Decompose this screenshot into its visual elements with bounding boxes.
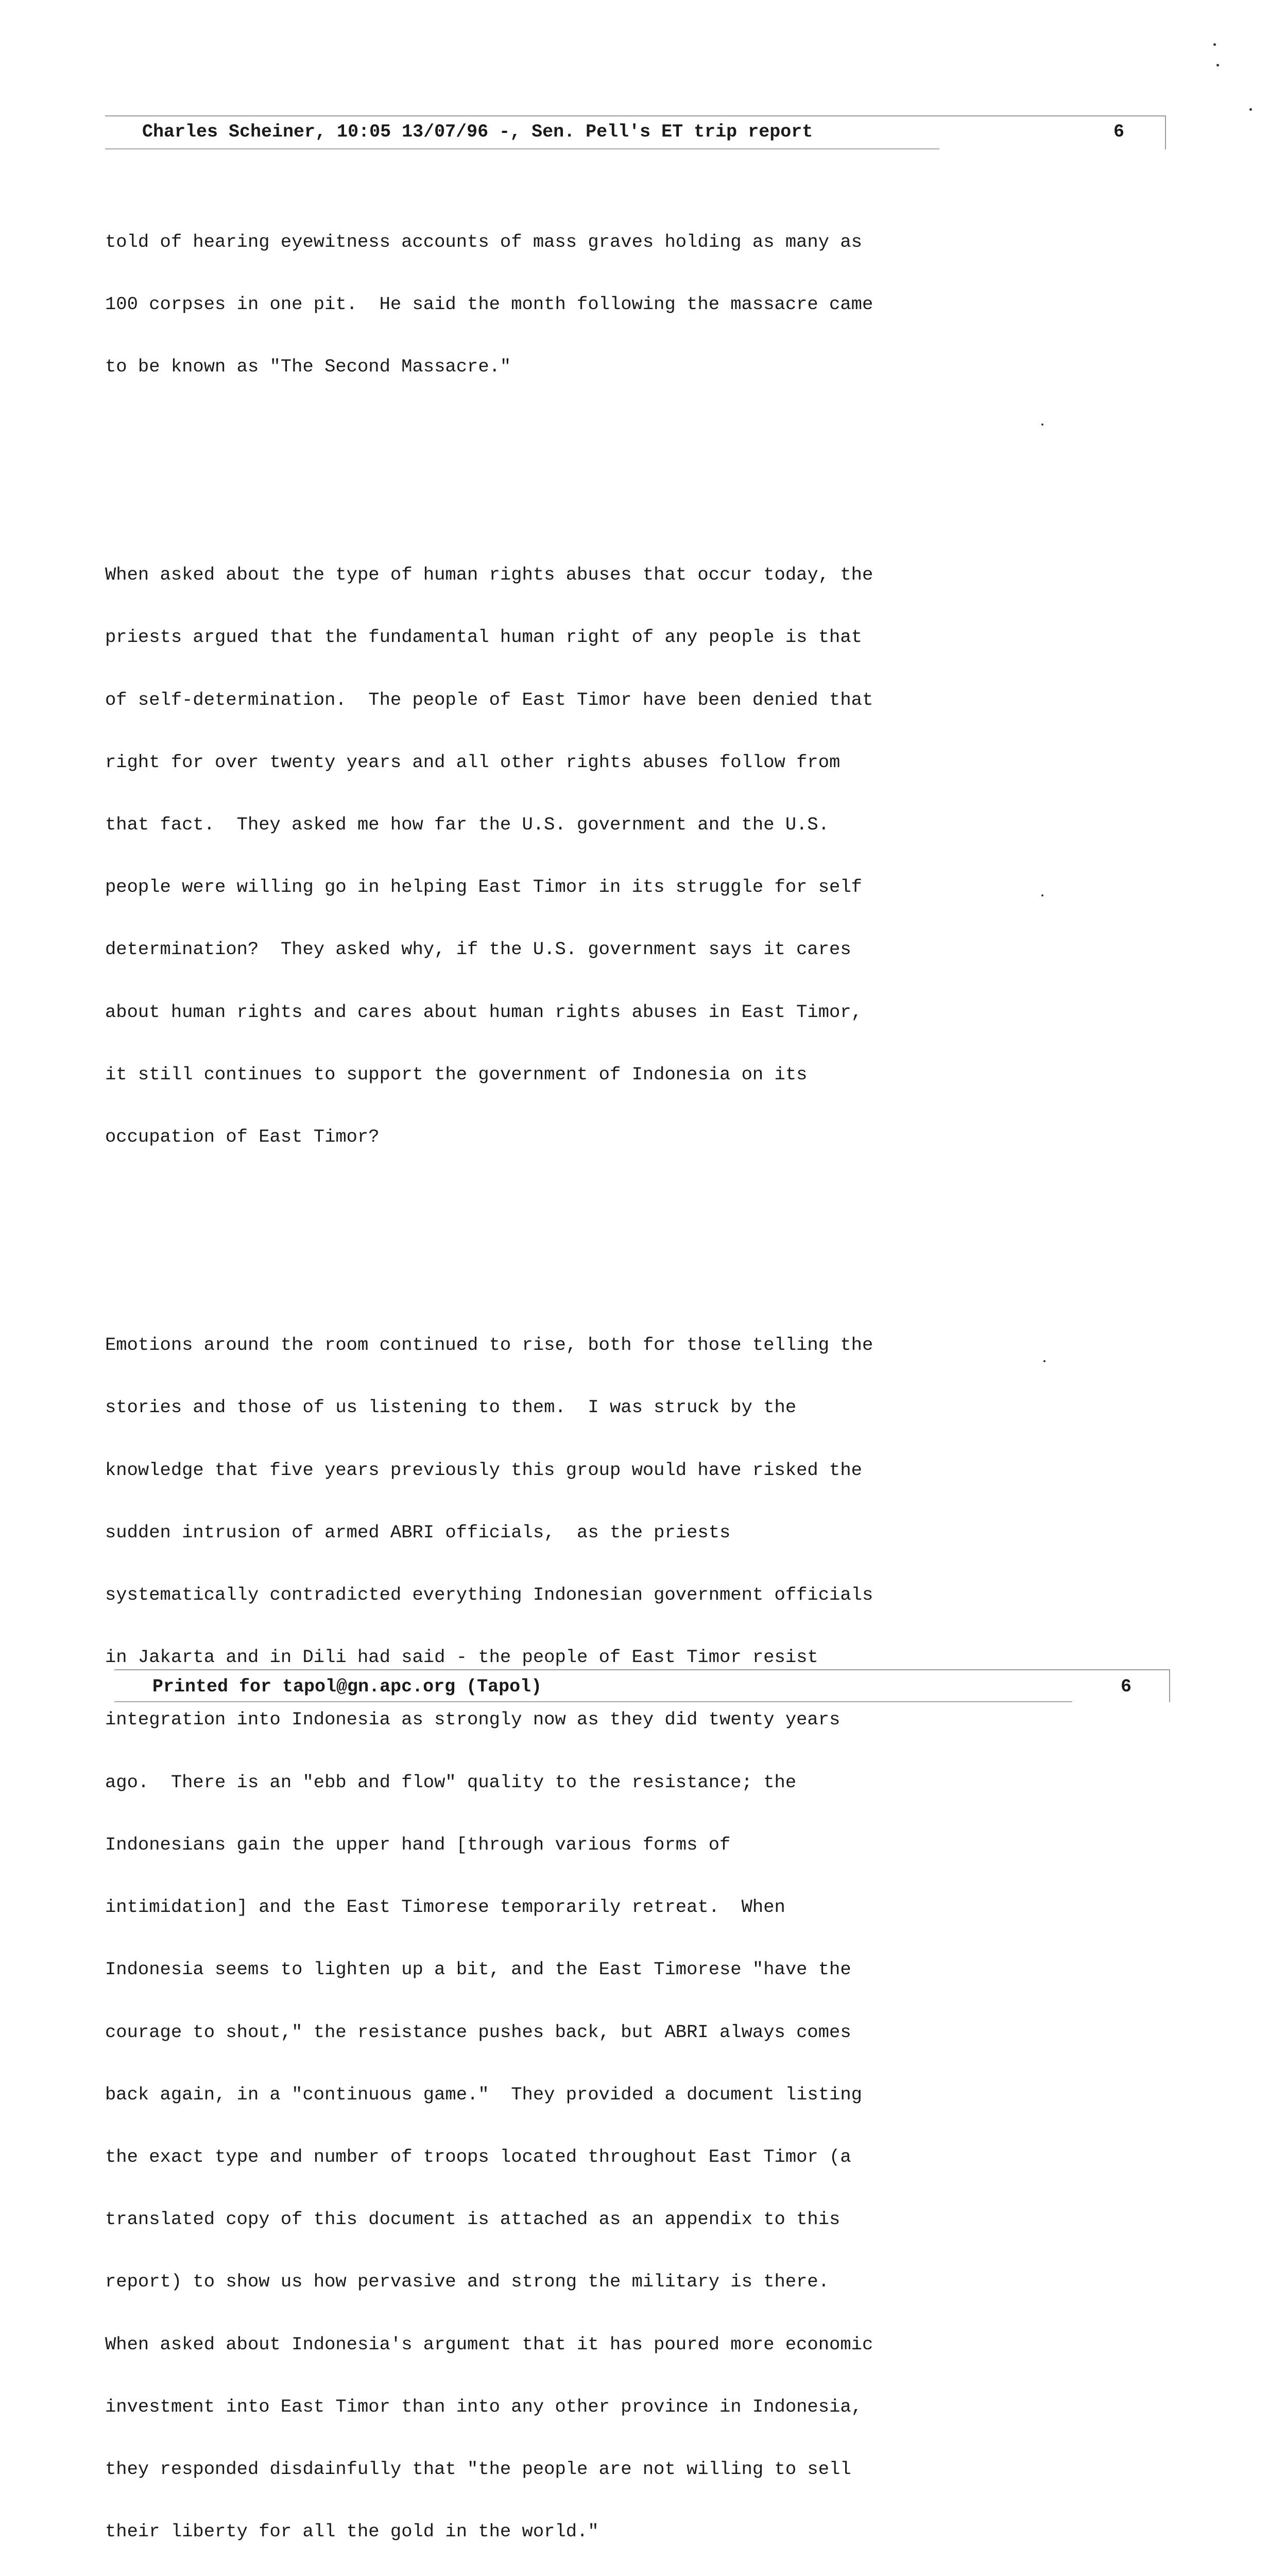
scan-speck — [1041, 894, 1043, 896]
scan-speck — [1213, 43, 1216, 46]
text-line: When asked about Indonesia's argument that it has poured more economic — [105, 2333, 873, 2355]
text-line: knowledge that five years previously this group would have risked the — [105, 1459, 862, 1481]
text-line: people were willing go in helping East Timor in its struggle for self — [105, 876, 862, 898]
text-line: occupation of East Timor? — [105, 1126, 380, 1148]
text-line: sudden intrusion of armed ABRI officials, as the priests — [105, 1521, 731, 1543]
paragraph — [105, 190, 1073, 419]
document-body — [105, 148, 1073, 2576]
text-line: priests argued that the fundamental human right of any people is that — [105, 626, 862, 648]
text-line: in Jakarta and in Dili had said - the people of East Timor resist — [105, 1647, 818, 1668]
paragraph — [105, 523, 1073, 1189]
text-line: 100 corpses in one pit. He said the month following the massacre came — [105, 293, 873, 315]
text-line: back again, in a "continuous game." They provided a document listing — [105, 2083, 862, 2105]
text-line: of self-determination. The people of East Timor have been denied that — [105, 689, 873, 710]
footer-page-number: 6 — [1121, 1676, 1132, 1697]
scan-speck — [1043, 1360, 1045, 1362]
text-line: right for over twenty years and all other rights abuses follow from — [105, 751, 841, 773]
page-header-title: Charles Scheiner, 10:05 13/07/96 -, Sen. Pell's ET trip report — [142, 122, 813, 142]
text-line: courage to shout," the resistance pushes back, but ABRI always comes — [105, 2021, 851, 2043]
footer-divider — [114, 1701, 1072, 1702]
text-line: systematically contradicted everything Indonesian government officials — [105, 1584, 873, 1605]
text-line: ago. There is an "ebb and flow" quality to the resistance; the — [105, 1771, 797, 1793]
text-line: translated copy of this document is attached as an appendix to this — [105, 2209, 841, 2230]
text-line: integration into Indonesia as strongly now as they did twenty years — [105, 1709, 841, 1731]
text-line: about human rights and cares about human rights abuses in East Timor, — [105, 1001, 862, 1023]
text-line: it still continues to support the government of Indonesia on its — [105, 1063, 808, 1085]
text-line: intimidation] and the East Timorese temporarily retreat. When — [105, 1896, 785, 1918]
scan-speck — [1249, 108, 1252, 111]
text-line: their liberty for all the gold in the world." — [105, 2521, 599, 2543]
text-line: Indonesia seems to lighten up a bit, and the East Timorese "have the — [105, 1959, 851, 1980]
text-line: to be known as "The Second Massacre." — [105, 356, 511, 378]
text-line: stories and those of us listening to them. I was struck by the — [105, 1397, 797, 1418]
header-page-number: 6 — [1113, 122, 1125, 142]
text-line: told of hearing eyewitness accounts of mass graves holding as many as — [105, 231, 862, 252]
text-line: investment into East Timor than into any other province in Indonesia, — [105, 2396, 862, 2417]
text-line: they responded disdainfully that "the people are not willing to sell — [105, 2459, 851, 2480]
text-line: determination? They asked why, if the U.S. government says it cares — [105, 939, 851, 960]
text-line: When asked about the type of human rights abuses that occur today, the — [105, 564, 873, 586]
text-line: Indonesians gain the upper hand [through various forms of — [105, 1834, 731, 1855]
scan-speck — [1041, 423, 1043, 426]
printed-for-label: Printed for tapol@gn.apc.org (Tapol) — [152, 1676, 542, 1697]
paragraph — [105, 1293, 1073, 2576]
text-line: that fact. They asked me how far the U.S. government and the U.S. — [105, 814, 830, 835]
scan-speck — [1216, 64, 1219, 66]
text-line: report) to show us how pervasive and strong the military is there. — [105, 2271, 830, 2293]
text-line: the exact type and number of troops located throughout East Timor (a — [105, 2146, 851, 2167]
text-line: Emotions around the room continued to rise, both for those telling the — [105, 1334, 873, 1356]
